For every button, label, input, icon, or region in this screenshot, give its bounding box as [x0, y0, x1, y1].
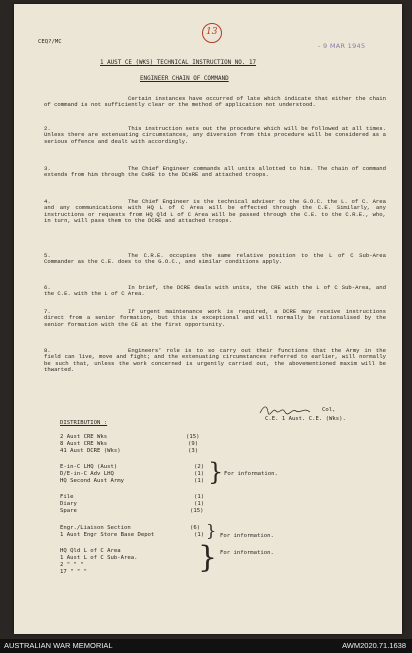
distribution-note: For information.: [220, 533, 274, 539]
distribution-item: E-in-C LHQ (Aust): [60, 464, 118, 470]
distribution-qty: (1): [194, 471, 205, 477]
distribution-item: 1 Aust L of C Sub-Area.: [60, 555, 138, 561]
distribution-qty: (1): [194, 478, 205, 484]
paragraph-3: 3. The Chief Engineer commands all units allotted to him. The chain of command extends from him through the CsRE to the DCsRE and attached troops.: [44, 165, 386, 179]
paragraph-8: 8. Engineers' role is to so carry out their functions that the Army in the field can live, move and fight; and the extenuating circumstances referred to earlier, will normally be such that, unless the work concerned is urgently carried out, the abovementioned maxim will be thwarted.: [44, 347, 386, 374]
paragraph-7: 7. If urgent maintenance work is required, a DCRE may receive instructions direct from a senior formation, but this is exceptional and will normally be rationalised by the senior formation with the CE at the first opportunity.: [44, 308, 386, 328]
distribution-item: File: [60, 494, 74, 500]
paragraph-4: 4. The Chief Engineer is the technical adviser to the G.O.C. the L. of C. Area and any communications with HQ L of C Area will be effected through the C.E. Similarly, any instructions or requests from HQ Qld L of C Area will be passed through the C.E. to the C.R.E., who, in turn, will pass them to the DCRE and attached troops.: [44, 198, 386, 225]
distribution-qty: (1): [194, 501, 205, 507]
distribution-item: 2 Aust CRE Wks: [60, 434, 108, 440]
distribution-qty: (2): [194, 464, 205, 470]
footer-accession-number: AWM2020.71.1638: [342, 641, 406, 650]
handwritten-signature: [258, 404, 314, 416]
distribution-item: Engr./Liaison Section: [60, 525, 131, 531]
paragraph-1: Certain instances have occurred of late which indicate that either the chain of command is not sufficiently clear or the method of application not understood.: [44, 95, 386, 109]
brace: }: [198, 540, 218, 575]
distribution-item: 41 Aust DCRE (Wks): [60, 448, 121, 454]
distribution-item: D/E-in-C Adv LHQ: [60, 471, 114, 477]
distribution-item: 2 " " ": [60, 562, 84, 568]
paragraph-6: 6. In brief, the DCRE deals with units, the CRE with the L of C Sub-Area, and the C.E. with the L of C Area.: [44, 284, 386, 298]
document-subtitle: ENGINEER CHAIN OF COMMAND: [140, 76, 229, 82]
distribution-qty: (1): [194, 494, 205, 500]
folio-number: 13: [206, 27, 218, 37]
brace: }: [208, 458, 224, 486]
distribution-item: Diary: [60, 501, 77, 507]
distribution-item: HQ Qld L of C Area: [60, 548, 121, 554]
document-title: 1 AUST CE (WKS) TECHNICAL INSTRUCTION NO. 17: [100, 60, 257, 66]
distribution-item: 17 " " ": [60, 569, 87, 575]
paragraph-5: 5. The C.R.E. occupies the same relative position to the L of C Sub-Area Commander as the C.E. does to the G.O.C., and similar conditions apply.: [44, 252, 386, 266]
distribution-qty: (15): [190, 508, 204, 514]
distribution-item: 1 Aust Engr Store Base Depot: [60, 532, 155, 538]
distribution-qty: (6): [190, 525, 201, 531]
distribution-item: Spare: [60, 508, 77, 514]
distribution-note: For information.: [224, 471, 278, 477]
distribution-qty: (9): [188, 441, 199, 447]
archive-footer: [0, 639, 412, 653]
distribution-item: HQ Second Aust Army: [60, 478, 124, 484]
distribution-qty: (15): [186, 434, 200, 440]
distribution-note: For information.: [220, 550, 274, 556]
distribution-qty: (1): [194, 532, 205, 538]
reference-code: CEQ?/MC: [38, 39, 62, 45]
distribution-item: 8 Aust CRE Wks: [60, 441, 108, 447]
brace: }: [206, 521, 217, 540]
signature-rank: Col,: [322, 407, 336, 413]
date-stamp: - 9 MAR 1945: [318, 42, 366, 50]
signature-title: C.E. 1 Aust. C.E. (Wks).: [265, 416, 346, 422]
paragraph-2: 2. This instruction sets out the procedure which will be followed at all times. Unless there are extenuating circumstances, any diversion from this procedure will be considered as a serious offence and dealt with accordingly.: [44, 125, 386, 145]
distribution-heading: DISTRIBUTION :: [60, 420, 108, 426]
distribution-qty: (3): [188, 448, 199, 454]
footer-institution: AUSTRALIAN WAR MEMORIAL: [4, 641, 113, 650]
